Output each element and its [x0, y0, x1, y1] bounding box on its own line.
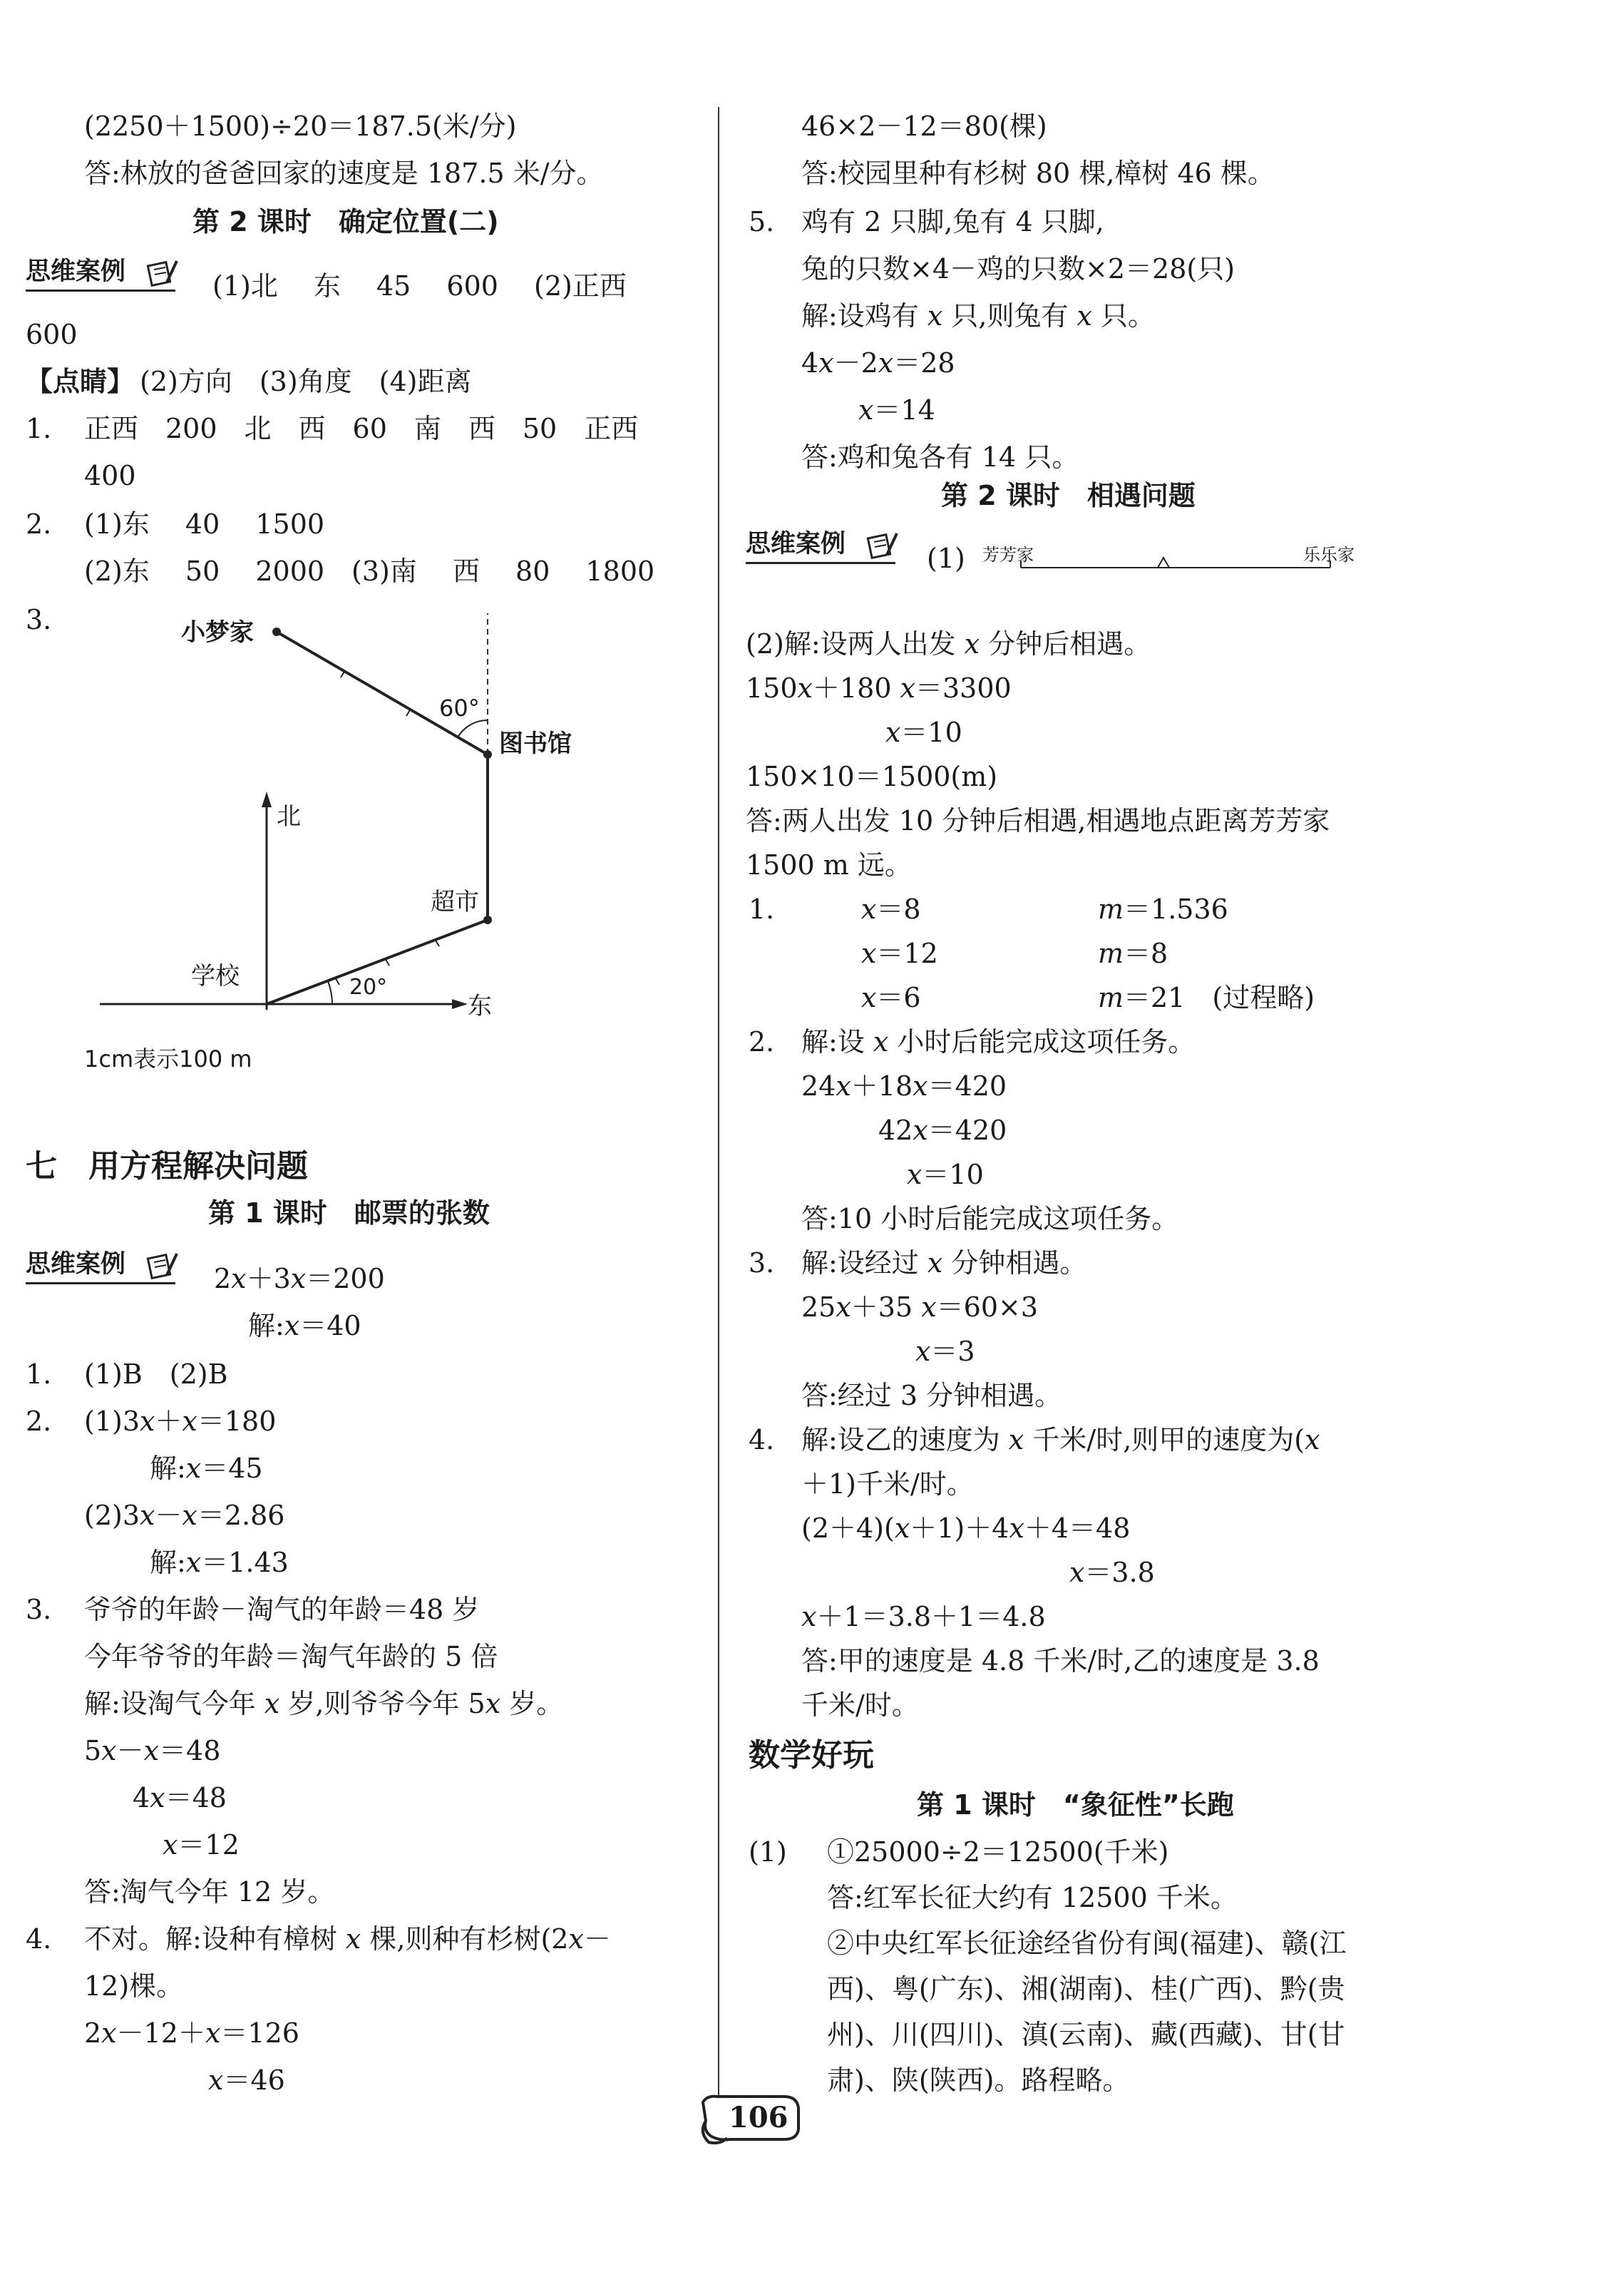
home-point — [272, 628, 281, 636]
thinking-case-answer-cont: 600 — [26, 319, 78, 350]
label-lele-home: 乐乐家 — [1303, 545, 1355, 565]
book-pencil-icon — [865, 529, 898, 561]
meeting-solution-line: (2)解:设两人出发 𝑥 分钟后相遇。 — [746, 628, 1151, 660]
exercise-1-result: 𝑥＝8 — [861, 894, 921, 925]
question-number: 2. — [26, 508, 52, 540]
exercise-2-line: 答:10 小时后能完成这项任务。 — [801, 1203, 1179, 1234]
column-divider — [718, 107, 719, 2097]
lesson-title-meeting: 第 2 课时 相遇问题 — [941, 480, 1196, 511]
question-1-answer-cont: 400 — [84, 460, 136, 491]
problem-3-line: 答:淘气今年 12 岁。 — [84, 1876, 335, 1908]
label-fangfang-home: 芳芳家 — [982, 545, 1034, 565]
problem-4-line: 𝑥＝46 — [208, 2064, 285, 2096]
label-school: 学校 — [191, 962, 240, 991]
problem-3-line: 解:设淘气今年 𝑥 岁,则爷爷今年 5𝑥 岁。 — [84, 1688, 564, 1719]
label-home: 小梦家 — [181, 618, 254, 647]
exercise-1-result: 𝑚＝1.536 — [1098, 894, 1228, 925]
exercise-4-line: ＋1)千米/时。 — [801, 1468, 974, 1500]
library-to-home-path — [277, 632, 488, 754]
question-number: 3. — [26, 604, 52, 635]
problem-5-line: 兔的只数×4－鸡的只数×2＝28(只) — [801, 253, 1235, 285]
fun-answer-line: ①25000÷2＝12500(千米) — [827, 1836, 1169, 1868]
meeting-solution-line: 𝑥＝10 — [885, 717, 962, 748]
lesson-title-symbolic-run: 第 1 课时 “象征性”长跑 — [917, 1789, 1234, 1821]
angle-60-arc — [458, 720, 488, 737]
problem-3-line: 5𝑥－𝑥＝48 — [84, 1735, 221, 1766]
tag-underline — [746, 562, 895, 564]
label-east: 东 — [468, 992, 492, 1020]
thinking-case-equation: 2𝑥＋3𝑥＝200 — [214, 1263, 385, 1294]
label-scale: 1cm表示100 m — [84, 1045, 252, 1073]
thinking-case-tag: 思维案例 — [26, 1250, 126, 1279]
section-title-fun-math: 数学好玩 — [749, 1737, 874, 1774]
north-arrow-icon — [262, 792, 272, 807]
thinking-case-solution: 解:𝑥＝40 — [248, 1310, 361, 1341]
problem-3-line: 今年爷爷的年龄＝淘气年龄的 5 倍 — [84, 1641, 498, 1672]
meeting-solution-line: 150𝑥＋180 𝑥＝3300 — [746, 672, 1012, 704]
exercise-4-line: 解:设乙的速度为 𝑥 千米/时,则甲的速度为(𝑥 — [801, 1424, 1320, 1455]
exercise-1-result: 𝑚＝8 — [1098, 938, 1168, 969]
problem-5-line: 答:鸡和兔各有 14 只。 — [801, 441, 1079, 473]
meeting-solution-line: 150×10＝1500(m) — [746, 761, 998, 792]
problem-5-line: 𝑥＝14 — [858, 394, 935, 426]
problem-3-line: 𝑥＝12 — [163, 1829, 240, 1861]
question-number: (1) — [749, 1836, 787, 1868]
question-number: 5. — [749, 206, 775, 237]
exercise-4-line: 答:甲的速度是 4.8 千米/时,乙的速度是 3.8 — [801, 1645, 1320, 1677]
fun-answer-line: ②中央红军长征途经省份有闽(福建)、赣(江 — [827, 1928, 1347, 1959]
lesson-title-position-2: 第 2 课时 确定位置(二) — [192, 206, 499, 237]
problem-5-line: 鸡有 2 只脚,兔有 4 只脚, — [801, 206, 1104, 237]
problem-2-solution-b: 解:𝑥＝1.43 — [150, 1547, 289, 1578]
label-north: 北 — [277, 802, 301, 831]
key-point-label: 【点睛】 — [26, 366, 135, 397]
exercise-3-line: 𝑥＝3 — [915, 1336, 975, 1367]
thinking-case-answer: (1)北 东 45 600 (2)正西 — [212, 270, 627, 302]
problem-3-line: 4𝑥＝48 — [133, 1782, 227, 1813]
thinking-case-tag: 思维案例 — [746, 530, 846, 558]
exercise-2-line: 24𝑥＋18𝑥＝420 — [801, 1070, 1007, 1102]
chapter-title: 七 用方程解决问题 — [26, 1148, 308, 1184]
fun-answer-line: 州)、川(四川)、滇(云南)、藏(西藏)、甘(甘 — [827, 2019, 1345, 2050]
fun-answer-line: 肃)、陕(陕西)。路程略。 — [827, 2064, 1130, 2096]
problem-2-equation-b: (2)3𝑥－𝑥＝2.86 — [84, 1500, 285, 1531]
meeting-point-triangle-icon — [1158, 558, 1169, 568]
meeting-solution-line: 答:两人出发 10 分钟后相遇,相遇地点距离芳芳家 — [746, 805, 1330, 836]
exercise-2-line: 42𝑥＝420 — [878, 1115, 1007, 1146]
label-angle-60: 60° — [439, 695, 480, 722]
book-pencil-icon — [145, 1249, 178, 1281]
supermarket-point — [483, 916, 492, 924]
exercise-4-line: 𝑥＝3.8 — [1069, 1557, 1155, 1588]
problem-4-line: 不对。解:设种有樟树 𝑥 棵,则种有杉树(2𝑥－ — [84, 1923, 611, 1955]
exercise-3-line: 25𝑥＋35 𝑥＝60×3 — [801, 1291, 1039, 1323]
exercise-4-line: (2＋4)(𝑥＋1)＋4𝑥＋4＝48 — [801, 1513, 1131, 1544]
question-1-answer: 正西 200 北 西 60 南 西 50 正西 — [84, 413, 639, 444]
line-answer-trees: 答:校园里种有杉树 80 棵,樟树 46 棵。 — [801, 158, 1275, 189]
problem-4-line: 12)棵。 — [84, 1970, 184, 2002]
thinking-case-tag: 思维案例 — [26, 257, 126, 286]
line-calc-trees: 46×2－12＝80(棵) — [801, 111, 1047, 142]
library-point — [483, 750, 492, 759]
exercise-2-line: 解:设 𝑥 小时后能完成这项任务。 — [801, 1026, 1196, 1058]
exercise-4-line: 𝑥＋1＝3.8＋1＝4.8 — [801, 1601, 1046, 1632]
question-number: 4. — [26, 1923, 52, 1955]
question-number: 1. — [26, 1358, 52, 1390]
question-number: 2. — [749, 1026, 775, 1058]
line-calc-speed: (2250＋1500)÷20＝187.5(米/分) — [84, 111, 517, 142]
tag-underline — [26, 1282, 175, 1284]
exercise-1-result: 𝑚＝21 (过程略) — [1098, 982, 1315, 1013]
route-map-diagram — [0, 0, 713, 1141]
exercise-3-line: 答:经过 3 分钟相遇。 — [801, 1380, 1062, 1411]
fun-answer-line: 西)、粤(广东)、湘(湖南)、桂(广西)、黔(贵 — [827, 1973, 1345, 2005]
question-number: 2. — [26, 1406, 52, 1437]
problem-2-equation-a: (1)3𝑥＋𝑥＝180 — [84, 1406, 277, 1437]
meeting-line-diagram — [977, 539, 1376, 596]
exercise-1-result: 𝑥＝6 — [861, 982, 921, 1013]
page-number-badge — [699, 2089, 806, 2146]
exercise-2-line: 𝑥＝10 — [907, 1159, 984, 1190]
east-arrow-icon — [452, 999, 468, 1009]
exercise-1-result: 𝑥＝12 — [861, 938, 938, 969]
question-number: 3. — [749, 1247, 775, 1279]
page-number: 106 — [729, 2101, 788, 2134]
lesson-title-stamps: 第 1 课时 邮票的张数 — [208, 1197, 490, 1229]
problem-1-answer: (1)B (2)B — [84, 1358, 228, 1390]
problem-5-line: 4𝑥－2𝑥＝28 — [801, 347, 955, 379]
question-2-part-2: (2)东 50 2000 (3)南 西 80 1800 — [84, 556, 655, 587]
label-supermarket: 超市 — [431, 888, 479, 916]
key-point-text: (2)方向 (3)角度 (4)距离 — [140, 366, 472, 397]
problem-4-line: 2𝑥－12＋𝑥＝126 — [84, 2017, 299, 2049]
question-number: 1. — [749, 894, 775, 925]
question-number: 3. — [26, 1594, 52, 1625]
problem-3-line: 爷爷的年龄－淘气的年龄＝48 岁 — [84, 1594, 480, 1625]
angle-20-arc — [328, 981, 332, 1004]
exercise-4-line: 千米/时。 — [801, 1689, 919, 1721]
question-number: 1. — [26, 413, 52, 444]
label-angle-20: 20° — [349, 975, 388, 1000]
question-number: 4. — [749, 1424, 775, 1455]
thinking-case-part-1: (1) — [927, 543, 965, 574]
problem-5-line: 解:设鸡有 𝑥 只,则兔有 𝑥 只。 — [801, 300, 1156, 332]
question-2-part-1: (1)东 40 1500 — [84, 508, 325, 540]
meeting-solution-line: 1500 m 远。 — [746, 849, 912, 881]
fun-answer-line: 答:红军长征大约有 12500 千米。 — [827, 1882, 1238, 1913]
exercise-3-line: 解:设经过 𝑥 分钟相遇。 — [801, 1247, 1087, 1279]
problem-2-solution-a: 解:𝑥＝45 — [150, 1453, 263, 1484]
line-answer-speed: 答:林放的爸爸回家的速度是 187.5 米/分。 — [84, 158, 604, 189]
label-library: 图书馆 — [499, 730, 572, 758]
